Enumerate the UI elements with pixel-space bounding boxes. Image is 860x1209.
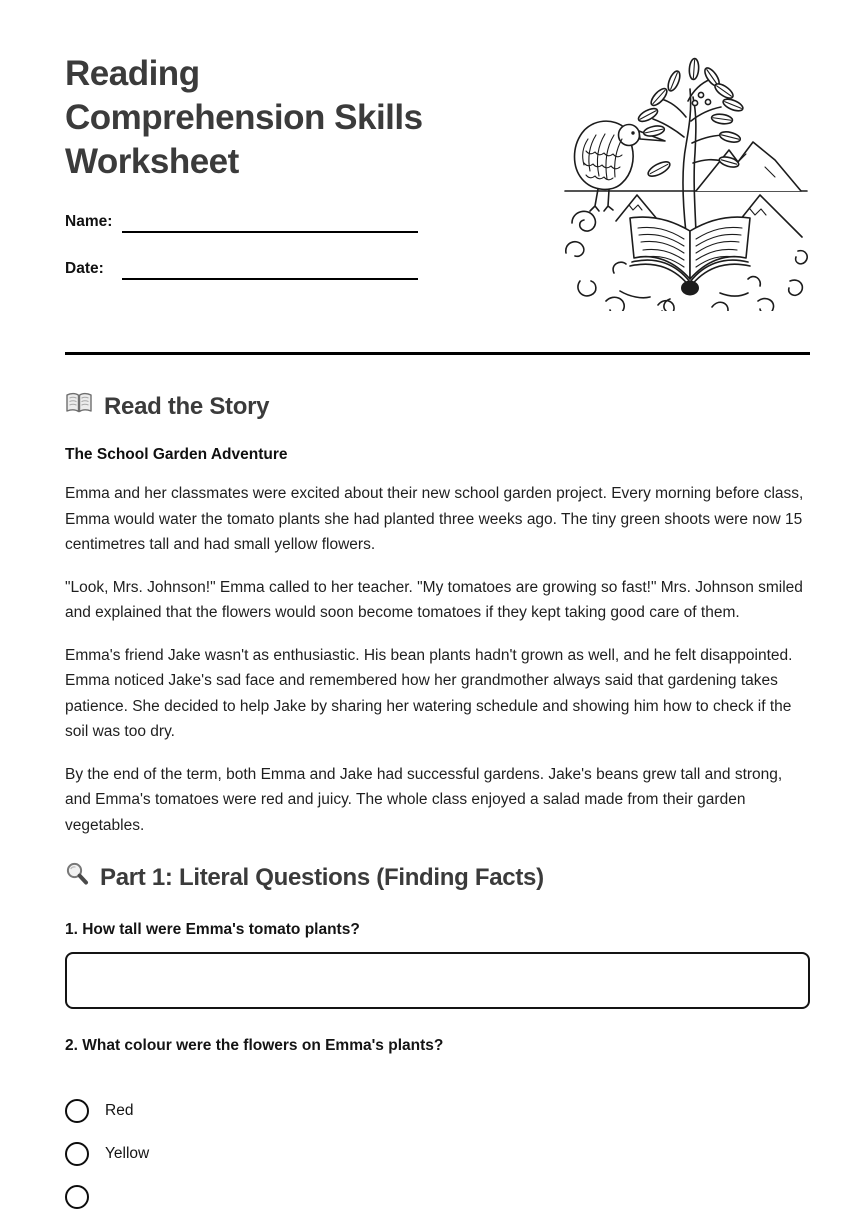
story-section — [65, 392, 810, 838]
story-paragraph: "Look, Mrs. Johnson!" Emma called to her teacher. "My tomatoes are growing so fast!" Mrs. Johnson smiled and explained that the flowers would soon become tomatoes if they kept taking good care of them. — [65, 578, 803, 621]
name-field-row — [65, 211, 543, 233]
part1-section — [65, 862, 810, 1209]
radio-button[interactable] — [65, 1185, 89, 1209]
date-input-line[interactable] — [122, 258, 418, 280]
story-heading-label: Read the Story — [104, 392, 270, 420]
page-title-line: Reading — [65, 54, 200, 93]
radio-option-red[interactable] — [65, 1098, 810, 1123]
question-2-options — [65, 1098, 810, 1209]
open-book-icon — [65, 392, 93, 421]
story-paragraph: By the end of the term, both Emma and Jake had successful gardens. Jake's beans grew tall and strong, and Emma's tomatoes were red and juicy. The whole class enjoyed a salad made from their garden vegetables. — [65, 765, 783, 834]
page-title — [65, 52, 543, 184]
worksheet-header — [65, 0, 810, 311]
section-divider — [65, 352, 810, 355]
radio-option-label[interactable]: Yellow — [105, 1144, 150, 1162]
part1-heading — [65, 862, 810, 893]
name-label: Name: — [65, 213, 113, 230]
page-title-line: Comprehension Skills — [65, 98, 423, 137]
story-title: The School Garden Adventure — [65, 446, 288, 463]
question-1-label: 1. How tall were Emma's tomato plants? — [65, 921, 360, 938]
date-field-row — [65, 258, 543, 280]
story-heading — [65, 392, 810, 421]
name-input-line[interactable] — [122, 211, 418, 233]
radio-button[interactable] — [65, 1099, 89, 1123]
magnifying-glass-icon — [65, 862, 89, 893]
story-paragraph: Emma's friend Jake wasn't as enthusiastic. His bean plants hadn't grown as well, and he felt disappointed. Emma noticed Jake's sad face and remembered how her grandmother always said that gardening takes patience. She decided to help Jake by sharing her watering schedule and showing him how to check if the soil was too dry. — [65, 646, 793, 740]
story-paragraph: Emma and her classmates were excited about their new school garden project. Every morning before class, Emma would water the tomato plants she had planted three weeks ago. The tiny green shoots were now 15 centimetres tall and had small yellow flowers. — [65, 485, 804, 553]
kiwi-tree-book-illustration — [562, 55, 810, 311]
page-title-line: Worksheet — [65, 142, 239, 181]
radio-button[interactable] — [65, 1142, 89, 1166]
radio-option-yellow[interactable] — [65, 1141, 810, 1166]
question-2-label: 2. What colour were the flowers on Emma's plants? — [65, 1037, 444, 1054]
radio-option-partial[interactable] — [65, 1184, 810, 1209]
part1-heading-label: Part 1: Literal Questions (Finding Facts) — [100, 863, 544, 891]
date-label: Date: — [65, 260, 104, 277]
radio-option-label[interactable]: Red — [105, 1101, 134, 1119]
question-1-answer-input[interactable] — [65, 952, 810, 1009]
header-left — [65, 0, 543, 305]
